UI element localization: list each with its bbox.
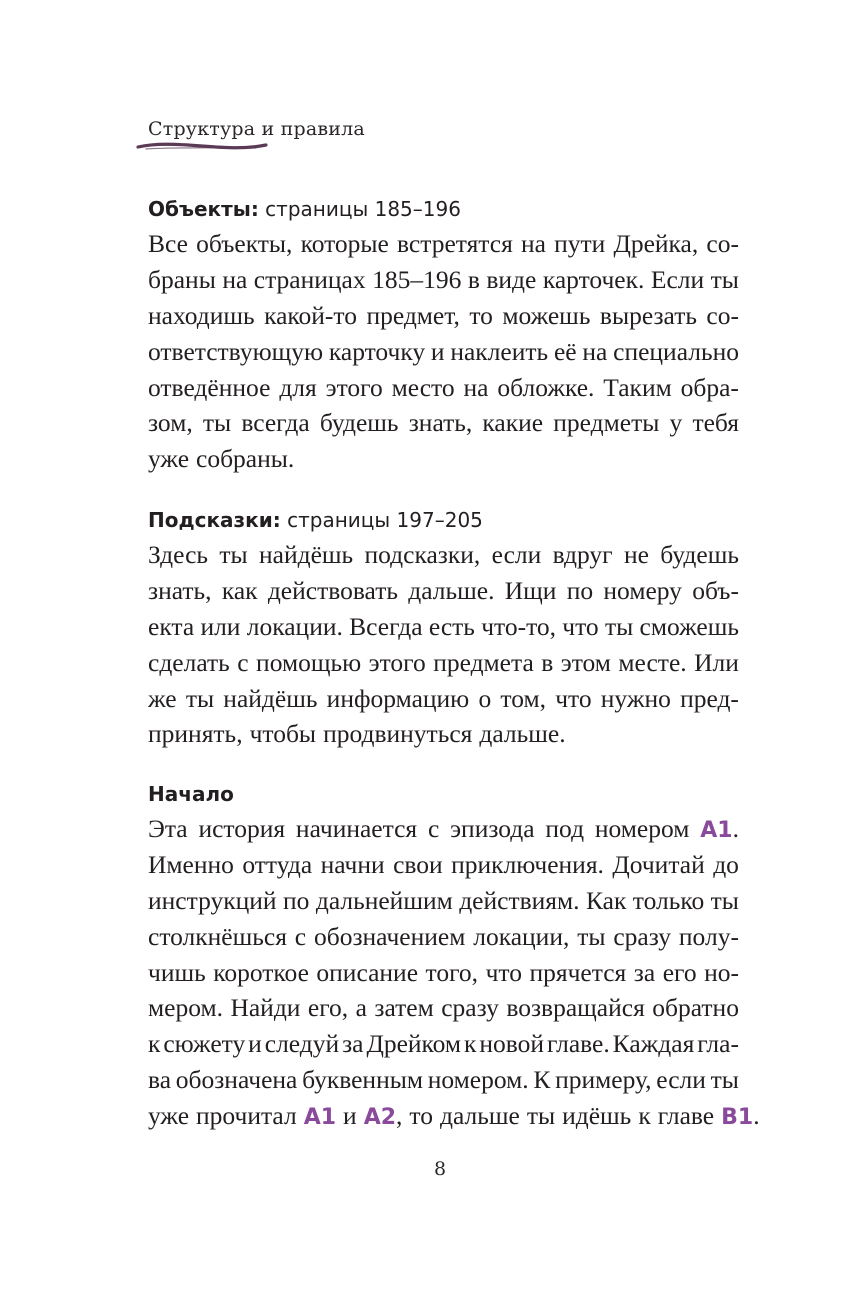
text-line	[148, 441, 739, 477]
word: будешь	[660, 540, 739, 569]
word: ты	[710, 264, 739, 294]
word: полу-	[678, 921, 739, 951]
word: принять,	[148, 719, 243, 749]
section-start-body	[148, 811, 760, 1134]
word: найдёшь	[223, 683, 318, 713]
word: месте.	[618, 647, 687, 677]
section-pages: страницы 197–205	[280, 508, 483, 532]
text-line	[148, 955, 739, 991]
word: Всегда	[349, 611, 423, 641]
word: какие	[482, 408, 544, 438]
text-line	[148, 298, 739, 334]
word: A1.	[700, 814, 739, 843]
word: Эта	[148, 814, 188, 843]
word: ты	[219, 540, 248, 569]
text-line	[148, 262, 739, 298]
section-objects-title	[148, 196, 739, 222]
word: екта	[148, 611, 195, 641]
word: этом	[560, 647, 611, 677]
word: примеру,	[555, 1065, 652, 1095]
word: локации.	[246, 611, 343, 641]
word: его,	[307, 993, 349, 1023]
text-line	[148, 716, 739, 752]
word: ты	[710, 885, 739, 915]
word: сделать	[148, 647, 230, 677]
word	[304, 1098, 336, 1134]
word: вырезать	[599, 300, 697, 330]
word: локации,	[473, 921, 570, 951]
word: оттуда	[242, 849, 313, 879]
section-label: Объекты:	[148, 197, 259, 221]
word: эпизода	[450, 814, 535, 843]
episode-reference: A1	[700, 818, 733, 843]
word: объ-	[692, 575, 739, 605]
text-line	[148, 1026, 739, 1062]
word: новой	[479, 1029, 544, 1059]
text-line	[148, 226, 739, 262]
running-head: Структура и правила	[148, 118, 365, 140]
section-objects	[148, 196, 739, 477]
text-line	[148, 573, 739, 609]
word: на	[222, 264, 248, 294]
word: всегда	[241, 408, 310, 438]
word: свои	[393, 849, 443, 879]
word: его	[662, 957, 697, 987]
word: карточек.	[542, 264, 645, 294]
word: только	[632, 885, 705, 915]
word: Если	[650, 264, 705, 294]
word: сразу	[613, 921, 672, 951]
word: пред-	[680, 683, 739, 713]
word: чтобы	[249, 719, 317, 749]
word: же	[148, 683, 177, 713]
word: помощью	[256, 647, 362, 677]
word: сразу	[441, 993, 499, 1023]
word: Как	[585, 885, 627, 915]
word: со-	[706, 229, 739, 258]
word: следуй	[264, 1029, 340, 1059]
word: если	[656, 1065, 706, 1095]
word: К	[533, 1065, 551, 1095]
word: собраны.	[196, 444, 295, 474]
word: сюжету	[163, 1029, 246, 1059]
word: её	[553, 336, 577, 366]
word: дальше.	[479, 719, 566, 749]
word: ответствующую	[148, 336, 324, 366]
word: на	[463, 372, 489, 402]
word: описание	[316, 957, 419, 987]
text-line	[148, 609, 739, 645]
text-line	[148, 537, 739, 573]
word: в	[541, 647, 554, 677]
word: если	[491, 540, 542, 569]
word: есть	[428, 611, 475, 641]
word: прочитал	[196, 1101, 297, 1131]
word: инструкций	[148, 885, 277, 915]
word: Найди	[230, 993, 301, 1023]
word: Таким	[603, 372, 672, 402]
text-line	[148, 847, 739, 883]
text-line	[148, 405, 739, 441]
text-line	[148, 334, 739, 370]
word: уже	[148, 1101, 190, 1131]
word: Каждая	[612, 1029, 695, 1059]
word: зом,	[148, 408, 193, 438]
word: виде	[486, 264, 537, 294]
word: что	[555, 683, 592, 713]
word: встретятся	[397, 229, 513, 258]
word: с	[237, 647, 249, 677]
word: что	[485, 957, 522, 987]
word: знать,	[148, 575, 212, 605]
word: ты	[526, 1101, 556, 1131]
word: того,	[425, 957, 479, 987]
word: A2,	[363, 1101, 403, 1131]
text-line	[148, 681, 739, 717]
word: знать,	[408, 408, 473, 438]
word: подсказки,	[364, 540, 481, 569]
word: со-	[706, 300, 739, 330]
word: идёшь	[562, 1101, 632, 1131]
section-pages: страницы 185–196	[258, 197, 461, 221]
word: страницах	[253, 264, 366, 294]
word: номером.	[427, 1065, 529, 1095]
word: Дрейка,	[613, 229, 699, 258]
word: за	[342, 1029, 364, 1059]
word: начни	[320, 849, 385, 879]
word: или	[200, 611, 241, 641]
word: приключения.	[451, 849, 604, 879]
word: прячется	[529, 957, 627, 987]
section-hints-body	[148, 537, 739, 752]
section-objects-body	[148, 226, 739, 477]
word: отведённое	[148, 372, 271, 402]
word: по	[283, 885, 310, 915]
word: действиям.	[459, 885, 580, 915]
section-hints	[148, 507, 739, 752]
word: как	[221, 575, 258, 605]
text-line	[148, 645, 739, 681]
word: обратно	[652, 993, 739, 1023]
word: наклеить	[450, 336, 549, 366]
word: специально	[613, 336, 739, 366]
word: на	[520, 229, 546, 258]
word: вдруг	[552, 540, 613, 569]
word: тебя	[692, 408, 739, 438]
word: предмета	[433, 647, 534, 677]
word: место	[391, 372, 455, 402]
word: мером.	[148, 993, 223, 1023]
word: обра-	[680, 372, 739, 402]
word: Дочитай	[612, 849, 705, 879]
word: предметы	[553, 408, 660, 438]
word: обозначением	[313, 921, 466, 951]
word: сможешь	[639, 611, 739, 641]
word: Или	[694, 647, 739, 677]
word: Именно	[148, 849, 234, 879]
word: ты	[577, 921, 606, 951]
word: с	[427, 814, 440, 843]
word: и	[248, 1029, 262, 1059]
word: о	[478, 683, 492, 713]
word: обозначена	[175, 1065, 298, 1095]
word: ты	[604, 611, 634, 641]
word: у	[669, 408, 683, 438]
text-line	[148, 1098, 760, 1134]
word: то	[469, 300, 493, 330]
text-line	[148, 370, 739, 406]
word: том,	[500, 683, 546, 713]
word: найдёшь	[258, 540, 354, 569]
word: в	[467, 264, 480, 294]
word: а	[355, 993, 367, 1023]
word: продвинуться	[323, 719, 473, 749]
word: для	[279, 372, 317, 402]
section-label: Начало	[148, 782, 234, 806]
word: но-	[704, 957, 739, 987]
word: то	[409, 1101, 433, 1131]
word: столкнёшься	[148, 921, 287, 951]
word: по	[566, 575, 594, 605]
episode-reference: A1	[303, 1105, 337, 1131]
word: карточку	[328, 336, 426, 366]
word: которые	[300, 229, 389, 258]
word: к	[148, 1029, 161, 1059]
word: нужно	[600, 683, 671, 713]
word: затем	[374, 993, 434, 1023]
word: пути	[554, 229, 606, 258]
word: 185–196	[372, 264, 462, 294]
word: Дрейком	[366, 1029, 462, 1059]
word: действовать	[267, 575, 398, 605]
text-line	[148, 1062, 739, 1098]
word: браны	[148, 264, 216, 294]
word: Все	[148, 229, 188, 258]
text-line	[148, 990, 739, 1026]
word: ва	[148, 1065, 172, 1095]
section-start	[148, 781, 760, 1134]
word: предмет,	[366, 300, 460, 330]
word: Здесь	[148, 540, 209, 569]
word: к	[638, 1101, 651, 1131]
running-head-underline	[136, 140, 268, 152]
word: за	[633, 957, 656, 987]
text-line	[148, 883, 739, 919]
word: история	[198, 814, 286, 843]
word: что	[562, 611, 599, 641]
word: и	[430, 336, 445, 366]
word: гла-	[697, 1029, 739, 1059]
text-line	[148, 811, 739, 847]
episode-reference: A2	[363, 1105, 397, 1131]
word: номеру	[603, 575, 682, 605]
word: буквенным	[302, 1065, 423, 1095]
word: на	[582, 336, 608, 366]
word: дальше.	[408, 575, 495, 605]
word: этого	[325, 372, 383, 402]
word: объекты,	[196, 229, 293, 258]
word: какой-то	[264, 300, 357, 330]
word: можешь	[502, 300, 591, 330]
word: ты	[710, 1065, 739, 1095]
word: что-то,	[481, 611, 557, 641]
word: до	[713, 849, 739, 879]
word: короткое	[213, 957, 309, 987]
word: главе	[657, 1101, 715, 1131]
text-line	[148, 919, 739, 955]
word: возвращайся	[506, 993, 645, 1023]
page-number: 8	[433, 1158, 447, 1180]
word: этого	[368, 647, 426, 677]
word: к	[464, 1029, 477, 1059]
word: главе.	[546, 1029, 610, 1059]
word: не	[623, 540, 649, 569]
word: обложке.	[497, 372, 595, 402]
word: информацию	[326, 683, 470, 713]
word: под	[545, 814, 585, 843]
word: дальнейшим	[315, 885, 453, 915]
section-hints-title	[148, 507, 739, 533]
word: будешь	[319, 408, 399, 438]
word: чишь	[148, 957, 206, 987]
word: ты	[202, 408, 232, 438]
word: ты	[185, 683, 215, 713]
word: с	[294, 921, 307, 951]
word: находишь	[148, 300, 255, 330]
section-label: Подсказки:	[148, 508, 281, 532]
word: номером	[594, 814, 690, 843]
episode-reference: B1	[721, 1105, 754, 1131]
word: дальше	[439, 1101, 520, 1131]
word: начинается	[295, 814, 418, 843]
word: и	[343, 1101, 357, 1131]
word: Ищи	[504, 575, 557, 605]
word: B1.	[721, 1101, 760, 1131]
section-start-title	[148, 781, 739, 807]
word: уже	[148, 444, 190, 474]
